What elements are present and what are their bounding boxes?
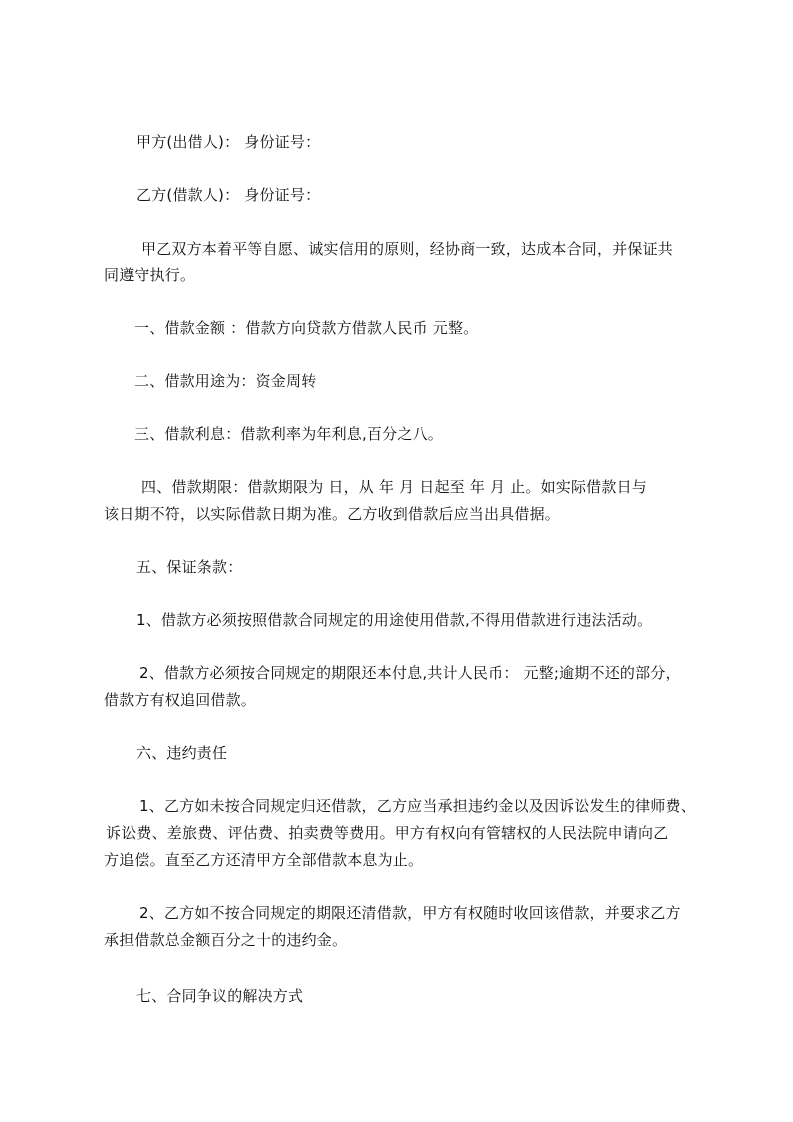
intro-line-2: 同遵守执行。 [104, 266, 196, 284]
clause-6-item-1-line-2: 诉讼费、差旅费、评估费、拍卖费等费用。甲方有权向有管辖权的人民法院申请向乙 [106, 824, 669, 842]
clause-6-item-2-line-1: 2、乙方如不按合同规定的期限还清借款，甲方有权随时收回该借款，并要求乙方 [139, 904, 681, 922]
clause-4-line-2: 该日期不符，以实际借款日期为准。乙方收到借款后应当出具借据。 [104, 505, 561, 523]
intro-line-1: 甲乙双方本着平等自愿、诚实信用的原则，经协商一致，达成本合同，并保证共 [141, 240, 674, 258]
clause-5-item-2-line-2: 借款方有权追回借款。 [104, 691, 257, 709]
clause-2: 二、借款用途为：资金周转 [134, 372, 317, 390]
clause-5-item-2-line-1: 2、借款方必须按合同规定的期限还本付息,共计人民币： 元整;逾期不还的部分， [139, 664, 681, 682]
clause-6-item-1-line-3: 方追偿。直至乙方还清甲方全部借款本息为止。 [104, 851, 424, 869]
clause-1: 一、借款金额 ：借款方向贷款方借款人民币 元整。 [134, 319, 479, 337]
party-a-line: 甲方(出借人)： 身份证号： [136, 133, 321, 151]
party-b-line: 乙方(借款人)： 身份证号： [136, 186, 321, 204]
clause-3: 三、借款利息：借款利率为年利息,百分之八。 [134, 425, 443, 443]
clause-5-item-1: 1、借款方必须按照借款合同规定的用途使用借款,不得用借款进行违法活动。 [136, 611, 653, 629]
clause-7-title: 七、合同争议的解决方式 [136, 987, 304, 1005]
clause-6-item-1-line-1: 1、乙方如未按合同规定归还借款，乙方应当承担违约金以及因诉讼发生的律师费、 [139, 797, 696, 815]
clause-5-title: 五、保证条款： [136, 558, 243, 576]
clause-6-title: 六、违约责任 [136, 744, 228, 762]
clause-6-item-2-line-2: 承担借款总金额百分之十的违约金。 [104, 931, 348, 949]
clause-4-line-1: 四、借款期限：借款期限为 日，从 年 月 日起至 年 月 止。如实际借款日与 [141, 478, 647, 496]
